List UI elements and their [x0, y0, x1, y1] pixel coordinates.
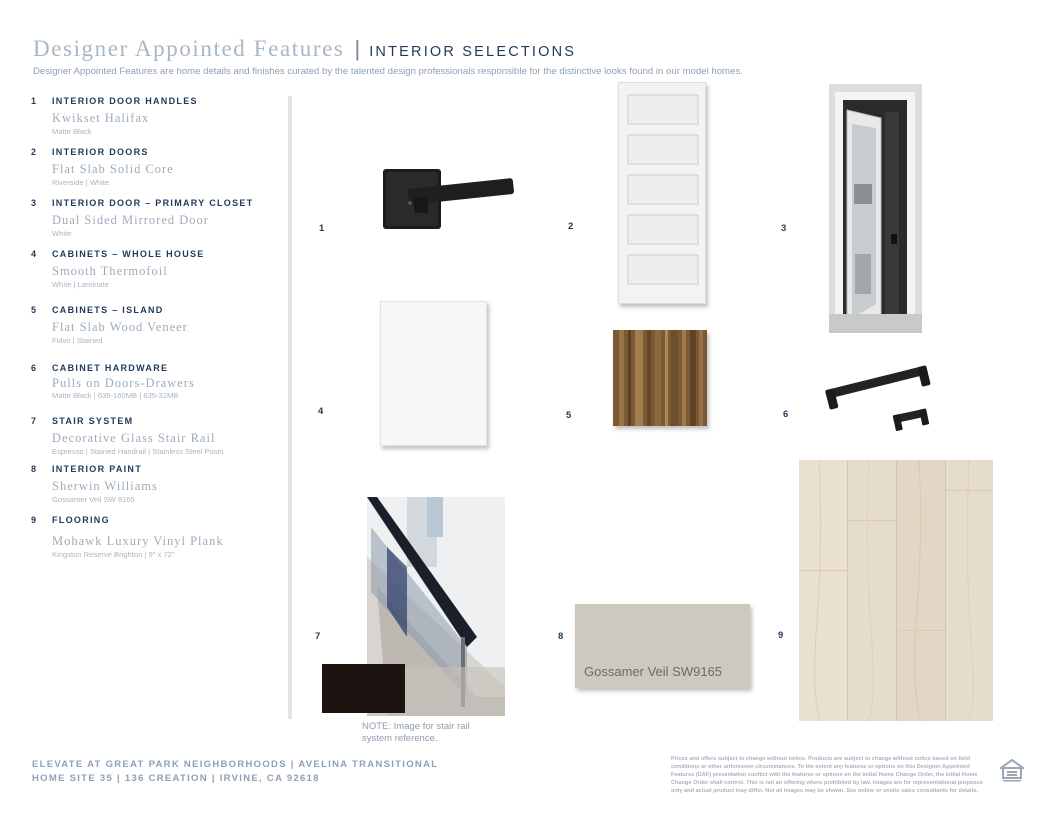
selection-number: 4: [31, 249, 37, 259]
espresso-swatch: [322, 664, 405, 713]
selection-category: INTERIOR DOOR – PRIMARY CLOSET: [52, 198, 254, 208]
image-label-8: 8: [558, 631, 564, 642]
selection-number: 1: [31, 96, 37, 106]
image-label-6: 6: [783, 409, 789, 420]
interior-door-image: [618, 82, 706, 304]
wood-veneer-image: [613, 330, 707, 426]
selection-detail: Kingston Reserve Brighton | 9" x 72": [52, 550, 175, 559]
selection-number: 8: [31, 464, 37, 474]
image-label-3: 3: [781, 223, 787, 234]
image-label-5: 5: [566, 410, 572, 421]
selection-product: Decorative Glass Stair Rail: [52, 431, 216, 445]
door-handle-image: [378, 165, 518, 235]
page-title: [33, 36, 576, 62]
selection-category: FLOORING: [52, 515, 110, 525]
selection-detail: White: [52, 229, 72, 238]
footer-address: HOME SITE 35 | 136 CREATION | IRVINE, CA 92618: [32, 773, 320, 784]
footer-community: ELEVATE AT GREAT PARK NEIGHBORHOODS | AVELINA TRANSITIONAL: [32, 759, 439, 770]
selection-product: Pulls on Doors-Drawers: [52, 376, 195, 390]
selection-category: STAIR SYSTEM: [52, 416, 134, 426]
paint-swatch: [575, 604, 750, 688]
selection-number: 7: [31, 416, 37, 426]
equal-housing-icon: [1000, 759, 1024, 783]
cabinet-pulls-image: [818, 350, 933, 440]
cabinet-sample-image: [380, 301, 487, 446]
page-subtitle: Designer Appointed Features are home details and finishes curated by the talented design professionals responsible for the distinctive looks found in our model homes.: [33, 66, 743, 77]
selection-number: 6: [31, 363, 37, 373]
selection-number: 5: [31, 305, 37, 315]
mirrored-door-image: [829, 84, 922, 333]
stair-rail-note: NOTE: Image for stair rail system reference.: [362, 721, 470, 744]
image-label-4: 4: [318, 406, 324, 417]
selection-detail: White | Laminate: [52, 280, 109, 289]
selection-category: CABINET HARDWARE: [52, 363, 169, 373]
section-title: INTERIOR SELECTIONS: [369, 44, 577, 60]
selection-product: Smooth Thermofoil: [52, 264, 168, 278]
selection-category: INTERIOR PAINT: [52, 464, 143, 474]
selection-product: Flat Slab Solid Core: [52, 162, 174, 176]
selection-detail: Fulvo | Stained: [52, 336, 103, 345]
selection-detail: Matte Black: [52, 127, 92, 136]
selection-product: Sherwin Williams: [52, 479, 158, 493]
image-label-1: 1: [319, 223, 325, 234]
paint-swatch-label: Gossamer Veil SW9165: [584, 664, 723, 679]
selection-category: INTERIOR DOORS: [52, 147, 149, 157]
selection-category: CABINETS – WHOLE HOUSE: [52, 249, 205, 259]
title-main: Designer Appointed Features: [33, 36, 345, 61]
divider: [288, 96, 292, 719]
selection-number: 9: [31, 515, 37, 525]
title-separator: |: [354, 36, 361, 61]
image-label-9: 9: [778, 630, 784, 641]
selection-number: 2: [31, 147, 37, 157]
selection-product: Kwikset Halifax: [52, 111, 150, 125]
selection-detail: Gossamer Veil SW 9165: [52, 495, 135, 504]
selection-detail: Espresso | Stained Handrail | Stainless Steel Posts: [52, 447, 224, 456]
selection-product: Flat Slab Wood Veneer: [52, 320, 188, 334]
selection-product: Dual Sided Mirrored Door: [52, 213, 209, 227]
image-label-2: 2: [568, 221, 574, 232]
selection-category: CABINETS – ISLAND: [52, 305, 164, 315]
image-label-7: 7: [315, 631, 321, 642]
selection-number: 3: [31, 198, 37, 208]
legal-disclaimer: Prices and offers subject to change without notice. Products are subject to change without notice based on field conditions or other unforeseen circumstances. To the extent any features or options on this Designer Appointed Features (DAF) presentation conflict with the features or options on the initial Home Change Order, the initial Home Change Order shall control. This is not an offering where prohibited by law. Images are for representational purposes only and actual product may differ. Not all images may be shown. See online or onsite sales consultants for details.: [671, 756, 983, 794]
selection-detail: Riverside | White: [52, 178, 110, 187]
selection-detail: Matte Black | 635-160MB | 635-32MB: [52, 391, 179, 400]
selection-category: INTERIOR DOOR HANDLES: [52, 96, 198, 106]
flooring-image: [799, 460, 993, 721]
selection-product: Mohawk Luxury Vinyl Plank: [52, 534, 224, 548]
